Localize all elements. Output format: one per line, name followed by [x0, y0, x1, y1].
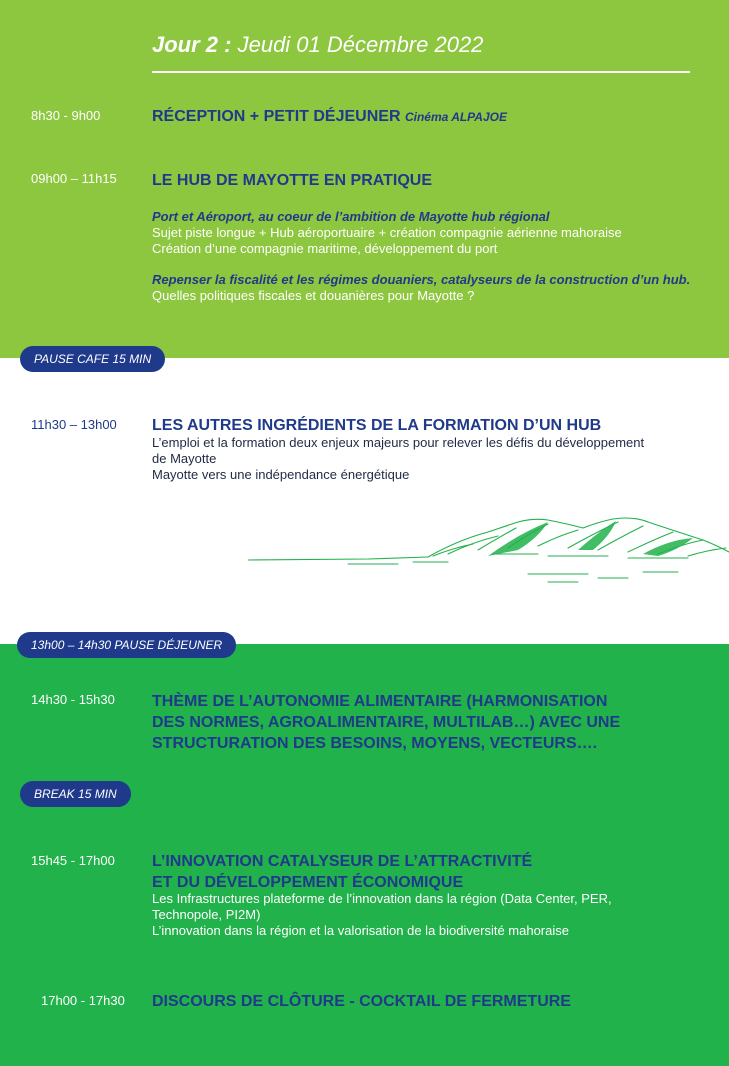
session-title-line: L’INNOVATION CATALYSEUR DE L’ATTRACTIVITÉ	[152, 853, 533, 870]
day-label: Jour 2 :	[152, 32, 232, 57]
session-time: 11h30 – 13h00	[31, 417, 117, 432]
topic-title: Port et Aéroport, au coeur de l’ambition de Mayotte hub régional	[152, 209, 550, 224]
session-title-line: THÈME DE L’AUTONOMIE ALIMENTAIRE (HARMONISATION	[152, 693, 608, 710]
page-title	[152, 32, 483, 58]
topic-line: Technopole, PI2M)	[152, 907, 261, 922]
session-details	[152, 435, 712, 483]
topic-line: Les Infrastructures plateforme de l’innovation dans la région (Data Center, PER,	[152, 891, 612, 906]
coffee-break-badge: PAUSE CAFE 15 MIN	[20, 346, 165, 372]
title-divider	[152, 71, 690, 73]
session-title: LE HUB DE MAYOTTE EN PRATIQUE	[152, 172, 433, 189]
session-title	[152, 691, 620, 754]
topic-line: Quelles politiques fiscales et douanières pour Mayotte ?	[152, 288, 475, 303]
topic-line: L’innovation dans la région et la valorisation de la biodiversité mahoraise	[152, 923, 569, 938]
session-time: 14h30 - 15h30	[31, 692, 115, 707]
topic-line: Sujet piste longue + Hub aéroportuaire + création compagnie aérienne mahoraise	[152, 225, 622, 240]
topic-line: de Mayotte	[152, 451, 217, 466]
session-title-text: RÉCEPTION + PETIT DÉJEUNER	[152, 108, 401, 125]
topic-title: Repenser la fiscalité et les régimes douaniers, catalyseurs de la construction d’un hub.	[152, 272, 691, 287]
session-time: 15h45 - 17h00	[31, 853, 115, 868]
day-date: Jeudi 01 Décembre 2022	[237, 32, 484, 57]
session-time: 17h00 - 17h30	[41, 993, 125, 1008]
topic-line: L’emploi et la formation deux enjeux majeurs pour relever les défis du développement	[152, 435, 645, 450]
lunch-break-badge: 13h00 – 14h30 PAUSE DÉJEUNER	[17, 632, 236, 658]
session-venue: Cinéma ALPAJOE	[404, 110, 507, 124]
session-title: LES AUTRES INGRÉDIENTS DE LA FORMATION D’UN HUB	[152, 417, 602, 434]
session-title-line: ET DU DÉVELOPPEMENT ÉCONOMIQUE	[152, 874, 464, 891]
topic-line: Création d’une compagnie maritime, développement du port	[152, 241, 498, 256]
session-title-line: STRUCTURATION DES BESOINS, MOYENS, VECTEURS….	[152, 735, 598, 752]
session-title	[152, 851, 532, 893]
middle-section-background	[0, 358, 729, 644]
session-details	[152, 209, 712, 257]
short-break-badge: BREAK 15 MIN	[20, 781, 131, 807]
session-title-line: DES NORMES, AGROALIMENTAIRE, MULTILAB…) AVEC UNE	[152, 714, 621, 731]
session-title	[152, 106, 507, 128]
session-details	[152, 891, 712, 939]
session-title: DISCOURS DE CLÔTURE - COCKTAIL DE FERMETURE	[152, 993, 571, 1010]
session-details	[152, 272, 712, 304]
topic-line: Mayotte vers une indépendance énergétique	[152, 467, 410, 482]
session-time: 8h30 - 9h00	[31, 108, 101, 123]
session-time: 09h00 – 11h15	[31, 171, 117, 186]
island-landscape-illustration	[248, 510, 729, 590]
